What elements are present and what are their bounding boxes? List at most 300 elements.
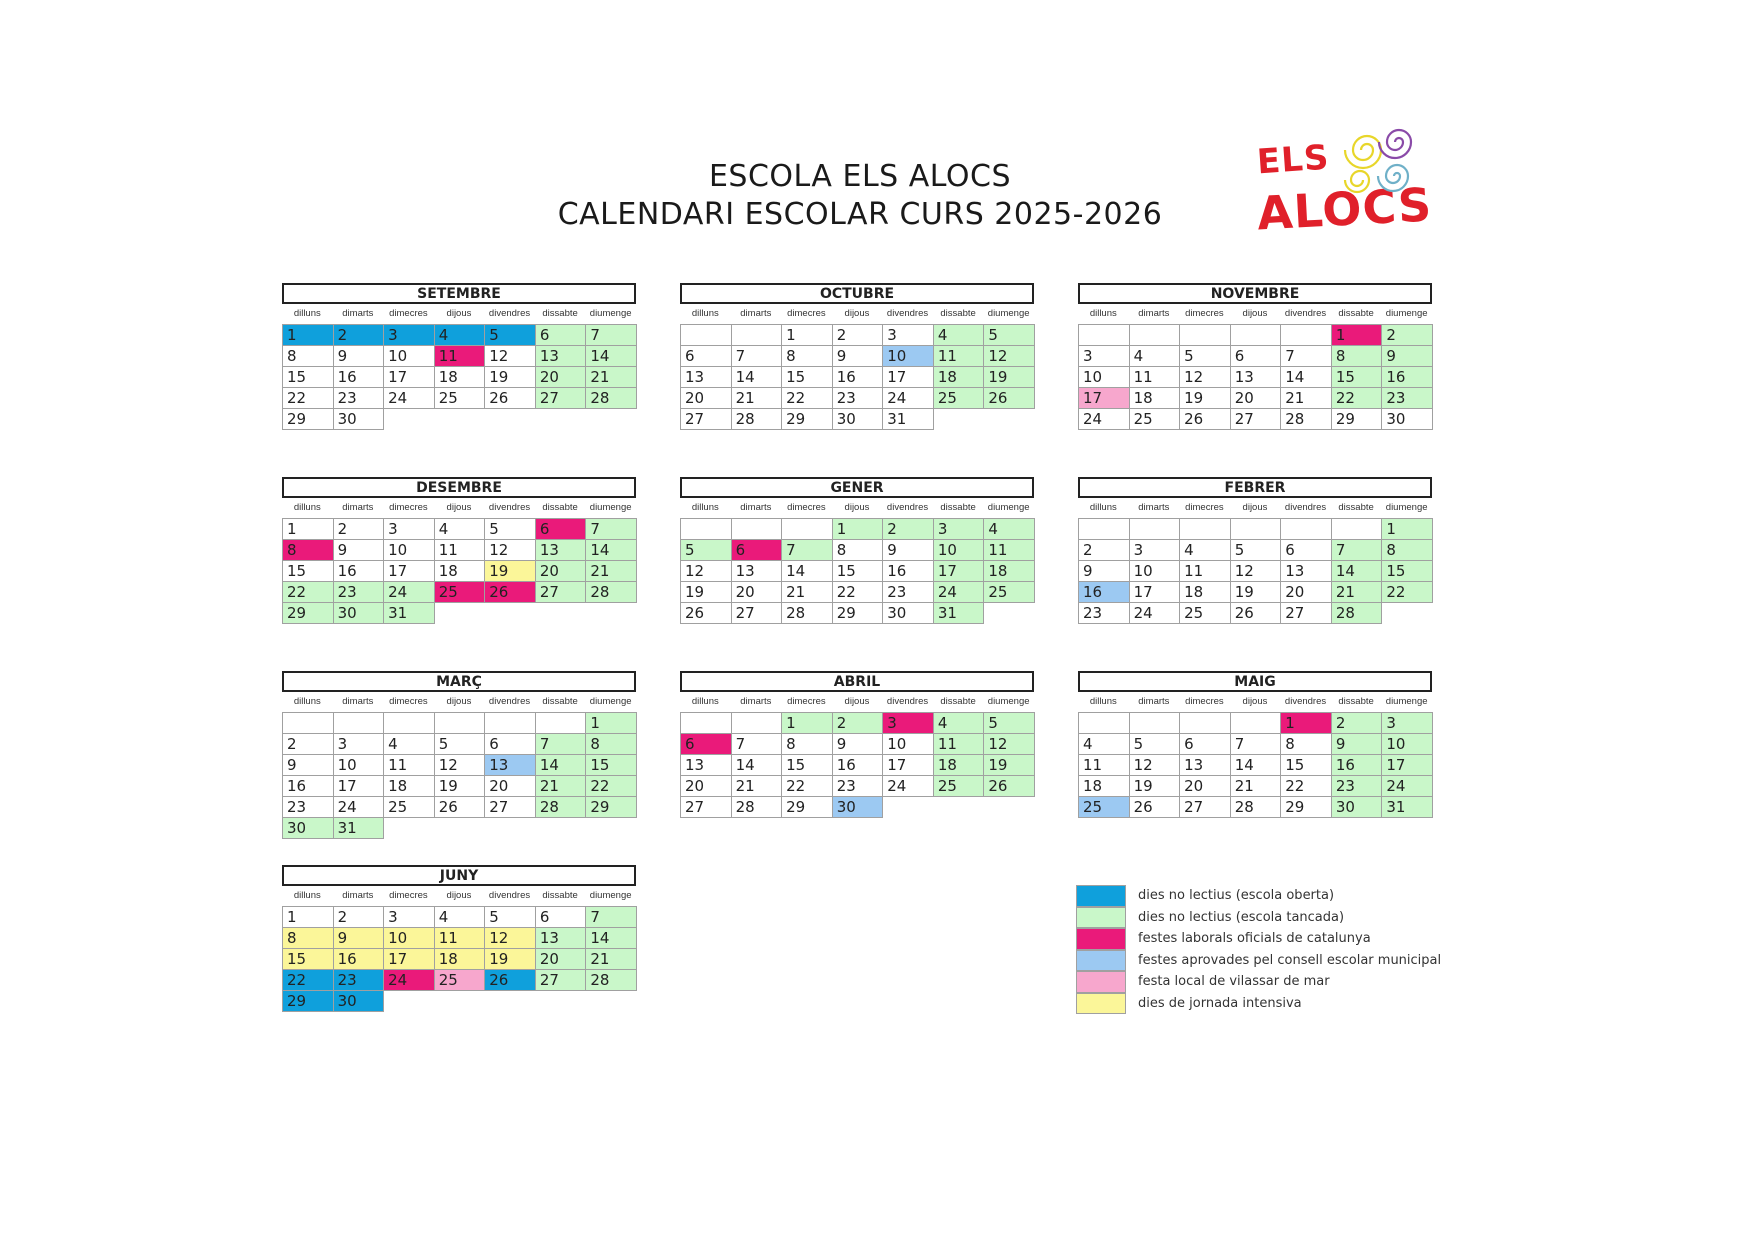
empty-cell [983,408,1035,430]
weekday-label: divendres [488,502,531,513]
day-cell: 9 [832,345,884,367]
day-cell: 18 [434,366,486,388]
day-cell: 5 [680,539,732,561]
empty-cell [1381,602,1433,624]
legend-swatch [1076,971,1126,993]
day-cell: 22 [1381,581,1433,603]
legend-swatch [1076,907,1126,929]
weekday-label: dimarts [1138,696,1170,707]
weekday-header [282,692,636,712]
empty-cell [434,712,486,734]
day-cell: 23 [333,581,385,603]
weekday-label: dimarts [740,502,772,513]
weekday-label: dimarts [342,502,374,513]
weekday-label: dimecres [1185,502,1224,513]
day-cell: 5 [484,324,536,346]
weekday-label: dimecres [389,890,428,901]
legend-item [1076,993,1441,1015]
weekday-header [1078,498,1432,518]
logo-text-els: ELS [1255,137,1331,183]
day-cell: 12 [1230,560,1282,582]
day-cell: 10 [383,927,435,949]
day-cell: 9 [1381,345,1433,367]
empty-cell [585,408,637,430]
day-cell: 18 [434,560,486,582]
empty-cell [434,602,486,624]
day-cell: 20 [484,775,536,797]
day-cell: 1 [781,324,833,346]
day-cell: 30 [832,796,884,818]
day-cell: 2 [333,324,385,346]
weekday-label: dimecres [389,308,428,319]
day-cell: 27 [731,602,783,624]
day-cell: 8 [282,927,334,949]
day-grid [282,712,636,838]
day-cell: 24 [383,387,435,409]
day-grid [680,518,1034,623]
day-cell: 17 [383,948,435,970]
weekday-label: dijous [446,308,472,319]
weekday-label: dimarts [1138,502,1170,513]
month-2 [1078,283,1432,429]
day-cell: 19 [484,948,536,970]
day-cell: 13 [1230,366,1282,388]
weekday-label: divendres [488,890,531,901]
day-cell: 17 [1129,581,1181,603]
legend-swatch [1076,885,1126,907]
day-cell: 14 [1230,754,1282,776]
weekday-label: dilluns [293,890,321,901]
empty-cell [434,408,486,430]
weekday-header [282,886,636,906]
day-cell: 10 [1381,733,1433,755]
day-cell: 29 [282,602,334,624]
school-logo [1255,118,1440,241]
day-cell: 18 [1129,387,1181,409]
day-cell: 15 [282,560,334,582]
day-cell: 13 [680,754,732,776]
month-title: OCTUBRE [680,283,1034,304]
empty-cell [731,712,783,734]
empty-cell [434,817,486,839]
day-cell: 26 [434,796,486,818]
day-cell: 28 [585,581,637,603]
day-cell: 16 [882,560,934,582]
empty-cell [1078,518,1130,540]
day-cell: 21 [731,775,783,797]
day-cell: 28 [585,969,637,991]
day-cell: 21 [781,581,833,603]
empty-cell [1179,324,1231,346]
empty-cell [680,518,732,540]
weekday-label: divendres [886,502,929,513]
logo-text-alocs: ALOCS [1255,177,1434,241]
day-cell: 4 [933,712,985,734]
empty-cell [731,324,783,346]
weekday-label: divendres [886,696,929,707]
day-cell: 15 [1280,754,1332,776]
day-cell: 9 [882,539,934,561]
day-cell: 1 [282,324,334,346]
weekday-label: dissabte [542,308,578,319]
empty-cell [383,712,435,734]
day-cell: 27 [1179,796,1231,818]
month-title: MARÇ [282,671,636,692]
day-cell: 15 [585,754,637,776]
day-cell: 21 [1230,775,1282,797]
weekday-header [282,304,636,324]
day-cell: 28 [585,387,637,409]
day-cell: 8 [1381,539,1433,561]
empty-cell [1129,324,1181,346]
day-cell: 18 [933,754,985,776]
day-cell: 14 [731,366,783,388]
legend [1076,885,1441,1014]
day-cell: 9 [282,754,334,776]
weekday-label: dimecres [389,696,428,707]
empty-cell [882,796,934,818]
legend-label: festa local de vilassar de mar [1138,974,1330,990]
day-cell: 11 [1078,754,1130,776]
page-title [460,158,1260,234]
day-cell: 25 [1078,796,1130,818]
empty-cell [1230,518,1282,540]
day-cell: 21 [585,366,637,388]
month-9 [282,865,636,1011]
weekday-label: diumenge [589,890,632,901]
empty-cell [484,408,536,430]
day-cell: 5 [434,733,486,755]
day-cell: 15 [1331,366,1383,388]
month-6 [282,671,636,838]
weekday-label: dilluns [293,502,321,513]
day-cell: 30 [333,990,385,1012]
weekday-label: dimecres [787,696,826,707]
day-cell: 17 [333,775,385,797]
day-cell: 13 [484,754,536,776]
day-cell: 4 [1078,733,1130,755]
day-cell: 19 [484,366,536,388]
day-cell: 18 [1179,581,1231,603]
day-cell: 2 [333,518,385,540]
empty-cell [535,408,587,430]
title-calendar: CALENDARI ESCOLAR CURS 2025-2026 [557,197,1163,232]
day-cell: 11 [933,733,985,755]
day-cell: 3 [1381,712,1433,734]
day-cell: 30 [333,408,385,430]
weekday-label: dijous [446,696,472,707]
day-cell: 13 [731,560,783,582]
empty-cell [1179,518,1231,540]
empty-cell [781,518,833,540]
day-cell: 4 [434,324,486,346]
weekday-label: dimecres [1185,308,1224,319]
legend-swatch [1076,950,1126,972]
day-cell: 23 [282,796,334,818]
day-cell: 22 [585,775,637,797]
day-cell: 26 [484,969,536,991]
day-cell: 29 [585,796,637,818]
empty-cell [1179,712,1231,734]
day-cell: 26 [1129,796,1181,818]
day-cell: 3 [882,324,934,346]
day-cell: 19 [983,754,1035,776]
day-cell: 10 [882,733,934,755]
legend-item [1076,907,1441,929]
day-cell: 6 [680,345,732,367]
day-cell: 19 [1179,387,1231,409]
day-cell: 31 [882,408,934,430]
day-cell: 19 [434,775,486,797]
month-title: DESEMBRE [282,477,636,498]
weekday-label: dissabte [1338,696,1374,707]
day-cell: 12 [983,345,1035,367]
day-cell: 28 [1280,408,1332,430]
day-cell: 6 [535,906,587,928]
day-cell: 9 [1078,560,1130,582]
day-cell: 17 [882,366,934,388]
day-cell: 25 [383,796,435,818]
day-cell: 6 [484,733,536,755]
day-cell: 25 [1129,408,1181,430]
day-grid [282,906,636,1011]
empty-cell [333,712,385,734]
day-cell: 12 [1179,366,1231,388]
day-cell: 1 [832,518,884,540]
day-cell: 30 [1381,408,1433,430]
day-grid [1078,712,1432,817]
day-cell: 26 [983,387,1035,409]
month-1 [680,283,1034,429]
day-cell: 18 [434,948,486,970]
weekday-label: diumenge [987,502,1030,513]
day-cell: 10 [882,345,934,367]
day-cell: 9 [333,345,385,367]
day-cell: 29 [781,408,833,430]
weekday-label: dimarts [740,308,772,319]
day-cell: 19 [484,560,536,582]
empty-cell [282,712,334,734]
day-cell: 23 [1381,387,1433,409]
weekday-label: dilluns [1089,308,1117,319]
day-cell: 12 [1129,754,1181,776]
empty-cell [680,324,732,346]
day-cell: 21 [1331,581,1383,603]
weekday-label: divendres [886,308,929,319]
day-cell: 31 [1381,796,1433,818]
month-title: NOVEMBRE [1078,283,1432,304]
day-cell: 10 [383,345,435,367]
month-title: GENER [680,477,1034,498]
day-cell: 14 [1331,560,1383,582]
day-cell: 2 [1381,324,1433,346]
day-cell: 29 [832,602,884,624]
empty-cell [484,602,536,624]
day-cell: 7 [1280,345,1332,367]
month-7 [680,671,1034,817]
day-cell: 13 [680,366,732,388]
weekday-label: dissabte [940,308,976,319]
day-cell: 22 [781,387,833,409]
day-cell: 2 [832,712,884,734]
day-cell: 27 [535,387,587,409]
empty-cell [585,990,637,1012]
day-cell: 16 [832,754,884,776]
weekday-label: divendres [488,308,531,319]
day-cell: 19 [680,581,732,603]
month-3 [282,477,636,623]
day-cell: 17 [933,560,985,582]
day-cell: 16 [1381,366,1433,388]
day-cell: 7 [1230,733,1282,755]
day-cell: 17 [882,754,934,776]
day-cell: 1 [282,518,334,540]
legend-label: dies no lectius (escola oberta) [1138,888,1335,904]
month-title: MAIG [1078,671,1432,692]
day-cell: 3 [882,712,934,734]
weekday-label: diumenge [589,502,632,513]
legend-label: festes aprovades pel consell escolar municipal [1138,952,1442,968]
month-title: ABRIL [680,671,1034,692]
legend-label: dies no lectius (escola tancada) [1138,909,1345,925]
day-cell: 13 [535,539,587,561]
day-cell: 30 [333,602,385,624]
day-cell: 9 [333,927,385,949]
day-grid [1078,518,1432,623]
legend-item [1076,971,1441,993]
day-cell: 8 [1331,345,1383,367]
weekday-label: diumenge [987,308,1030,319]
day-cell: 9 [333,539,385,561]
day-cell: 6 [731,539,783,561]
day-cell: 8 [282,539,334,561]
weekday-label: dijous [446,502,472,513]
legend-swatch [1076,928,1126,950]
legend-item [1076,950,1441,972]
empty-cell [484,990,536,1012]
day-cell: 22 [1280,775,1332,797]
empty-cell [1280,324,1332,346]
day-cell: 21 [585,560,637,582]
day-cell: 29 [282,990,334,1012]
day-cell: 21 [731,387,783,409]
day-cell: 11 [1129,366,1181,388]
day-cell: 19 [983,366,1035,388]
day-cell: 4 [1129,345,1181,367]
day-cell: 4 [434,518,486,540]
empty-cell [933,796,985,818]
month-0 [282,283,636,429]
day-cell: 6 [1230,345,1282,367]
empty-cell [1129,518,1181,540]
day-cell: 29 [1280,796,1332,818]
day-cell: 12 [434,754,486,776]
day-cell: 20 [1179,775,1231,797]
legend-label: festes laborals oficials de catalunya [1138,931,1371,947]
weekday-label: dilluns [691,502,719,513]
weekday-label: dilluns [691,308,719,319]
weekday-label: dissabte [940,696,976,707]
weekday-label: dimecres [1185,696,1224,707]
day-cell: 7 [585,906,637,928]
day-cell: 6 [1280,539,1332,561]
day-cell: 5 [484,518,536,540]
weekday-label: dissabte [1338,308,1374,319]
day-cell: 16 [333,366,385,388]
day-cell: 13 [1280,560,1332,582]
month-8 [1078,671,1432,817]
day-cell: 26 [484,581,536,603]
day-cell: 16 [333,560,385,582]
day-cell: 24 [383,581,435,603]
day-cell: 10 [1129,560,1181,582]
day-cell: 25 [434,387,486,409]
empty-cell [1129,712,1181,734]
day-cell: 29 [781,796,833,818]
day-cell: 30 [882,602,934,624]
day-cell: 23 [832,775,884,797]
day-cell: 26 [1179,408,1231,430]
day-cell: 24 [933,581,985,603]
day-cell: 24 [882,387,934,409]
day-cell: 9 [832,733,884,755]
weekday-label: dissabte [542,696,578,707]
day-cell: 27 [535,581,587,603]
day-cell: 30 [1331,796,1383,818]
day-cell: 23 [882,581,934,603]
legend-label: dies de jornada intensiva [1138,995,1302,1011]
day-cell: 3 [383,324,435,346]
day-cell: 25 [933,387,985,409]
day-cell: 16 [1331,754,1383,776]
day-cell: 20 [680,775,732,797]
weekday-label: diumenge [589,308,632,319]
empty-cell [383,990,435,1012]
day-cell: 26 [680,602,732,624]
day-cell: 16 [1078,581,1130,603]
day-cell: 11 [434,927,486,949]
empty-cell [535,712,587,734]
weekday-label: dijous [1242,696,1268,707]
day-cell: 31 [383,602,435,624]
title-school: ESCOLA ELS ALOCS [708,159,1012,194]
empty-cell [1331,518,1383,540]
day-cell: 26 [1230,602,1282,624]
day-cell: 4 [983,518,1035,540]
day-cell: 28 [1230,796,1282,818]
empty-cell [585,817,637,839]
day-cell: 11 [1179,560,1231,582]
day-cell: 25 [1179,602,1231,624]
day-cell: 10 [933,539,985,561]
month-title: FEBRER [1078,477,1432,498]
weekday-label: dijous [446,890,472,901]
day-cell: 27 [680,796,732,818]
day-cell: 15 [282,948,334,970]
day-cell: 25 [933,775,985,797]
day-cell: 4 [933,324,985,346]
empty-cell [1078,712,1130,734]
day-cell: 22 [832,581,884,603]
day-cell: 12 [983,733,1035,755]
empty-cell [484,817,536,839]
weekday-label: dilluns [1089,502,1117,513]
day-cell: 25 [434,581,486,603]
day-cell: 3 [1078,345,1130,367]
day-cell: 28 [781,602,833,624]
day-cell: 10 [1078,366,1130,388]
day-cell: 21 [585,948,637,970]
